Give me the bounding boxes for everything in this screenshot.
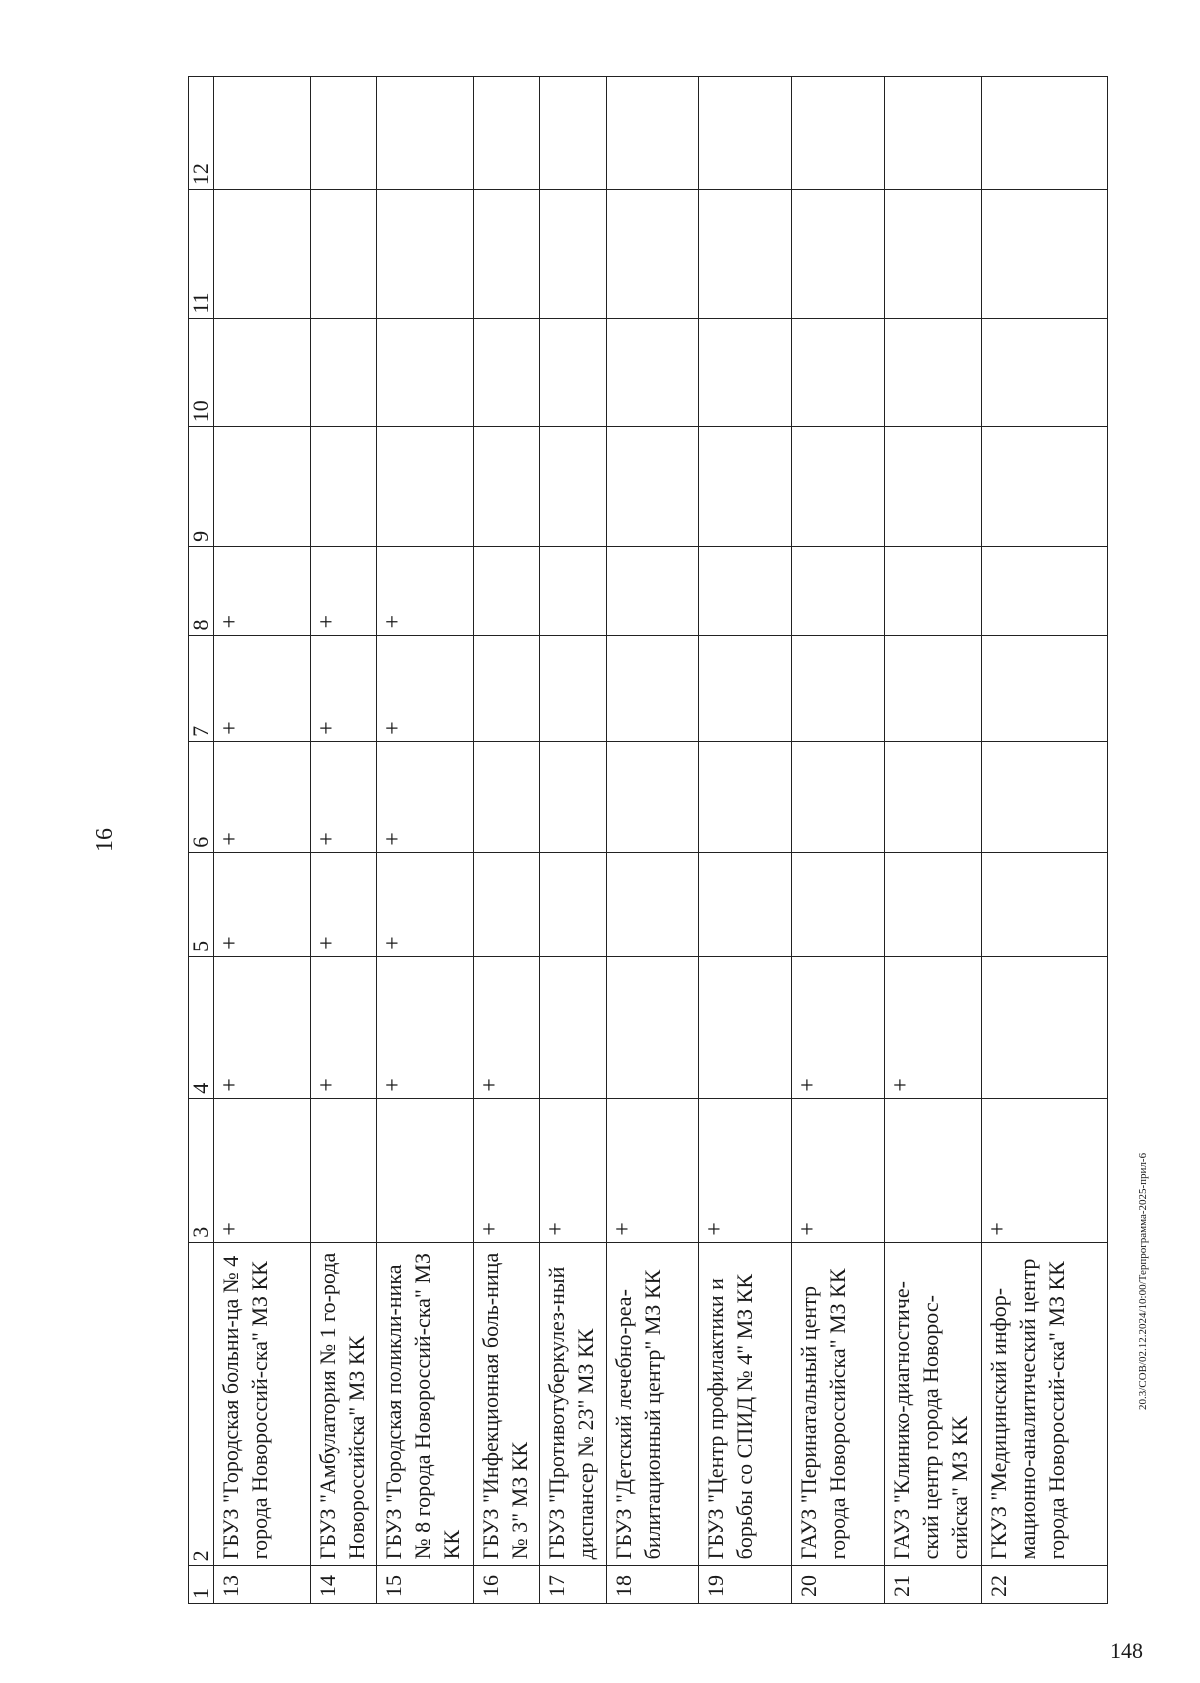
mark-cell-col-10 <box>474 318 540 427</box>
column-header-9: 9 <box>189 427 214 547</box>
mark-cell-col-11 <box>214 190 311 319</box>
mark-cell-col-9 <box>884 427 981 547</box>
mark-cell-col-4 <box>606 956 699 1098</box>
mark-cell-col-10 <box>310 318 376 427</box>
mark-cell-col-9 <box>310 427 376 547</box>
column-header-11: 11 <box>189 190 214 319</box>
column-header-6: 6 <box>189 741 214 852</box>
mark-cell-col-12 <box>310 77 376 190</box>
institution-name: ГАУЗ "Перинатальный центр города Новороссийска" МЗ КК <box>792 1242 885 1566</box>
mark-cell-col-7: + <box>214 635 311 741</box>
row-number: 19 <box>699 1566 792 1604</box>
mark-cell-col-6: + <box>310 741 376 852</box>
institution-name: ГБУЗ "Городская поликли-ника № 8 города Новороссий-ска" МЗ КК <box>377 1242 474 1566</box>
mark-cell-col-8 <box>884 546 981 635</box>
mark-cell-col-12 <box>214 77 311 190</box>
mark-cell-col-8 <box>699 546 792 635</box>
institution-name: ГБУЗ "Амбулатория № 1 го-рода Новороссийска" МЗ КК <box>310 1242 376 1566</box>
column-header-10: 10 <box>189 318 214 427</box>
mark-cell-col-7 <box>884 635 981 741</box>
mark-cell-col-11 <box>981 190 1107 319</box>
column-header-3: 3 <box>189 1098 214 1242</box>
mark-cell-col-5 <box>606 852 699 956</box>
page-number-bottom: 148 <box>1110 1638 1143 1663</box>
institution-name: ГБУЗ "Детский лечебно-реа-билитационный центр" МЗ КК <box>606 1242 699 1566</box>
mark-cell-col-12 <box>981 77 1107 190</box>
mark-cell-col-12 <box>884 77 981 190</box>
mark-cell-col-12 <box>699 77 792 190</box>
column-header-8: 8 <box>189 546 214 635</box>
mark-cell-col-7: + <box>310 635 376 741</box>
mark-cell-col-3: + <box>699 1098 792 1242</box>
mark-cell-col-8: + <box>377 546 474 635</box>
mark-cell-col-7 <box>474 635 540 741</box>
mark-cell-col-3: + <box>606 1098 699 1242</box>
mark-cell-col-3 <box>310 1098 376 1242</box>
table-row <box>981 77 1107 1604</box>
mark-cell-col-9 <box>699 427 792 547</box>
mark-cell-col-3 <box>884 1098 981 1242</box>
table-row <box>540 77 606 1604</box>
mark-cell-col-8: + <box>310 546 376 635</box>
mark-cell-col-9 <box>606 427 699 547</box>
mark-cell-col-9 <box>540 427 606 547</box>
table-row <box>214 77 311 1604</box>
mark-cell-col-4 <box>981 956 1107 1098</box>
mark-cell-col-7 <box>540 635 606 741</box>
mark-cell-col-8 <box>540 546 606 635</box>
mark-cell-col-8 <box>981 546 1107 635</box>
mark-cell-col-4: + <box>377 956 474 1098</box>
page-number-top: 16 <box>92 828 118 852</box>
mark-cell-col-6 <box>981 741 1107 852</box>
mark-cell-col-3: + <box>214 1098 311 1242</box>
mark-cell-col-11 <box>310 190 376 319</box>
mark-cell-col-5 <box>792 852 885 956</box>
document-id-text: 20.3/СОВ/02.12.2024/10:00/Терпрограмма-2025-прил-6 <box>1137 1152 1149 1410</box>
row-number: 18 <box>606 1566 699 1604</box>
mark-cell-col-4: + <box>884 956 981 1098</box>
row-number: 14 <box>310 1566 376 1604</box>
table-row <box>606 77 699 1604</box>
row-number: 21 <box>884 1566 981 1604</box>
mark-cell-col-5 <box>540 852 606 956</box>
table-row <box>377 77 474 1604</box>
mark-cell-col-8 <box>792 546 885 635</box>
mark-cell-col-3 <box>377 1098 474 1242</box>
mark-cell-col-6 <box>699 741 792 852</box>
table-row <box>884 77 981 1604</box>
table-row <box>792 77 885 1604</box>
row-number: 20 <box>792 1566 885 1604</box>
institution-name: ГБУЗ "Противотуберкулез-ный диспансер № 23" МЗ КК <box>540 1242 606 1566</box>
mark-cell-col-6 <box>540 741 606 852</box>
rotated-table-frame <box>188 76 1108 1604</box>
mark-cell-col-4 <box>699 956 792 1098</box>
mark-cell-col-10 <box>214 318 311 427</box>
mark-cell-col-9 <box>981 427 1107 547</box>
mark-cell-col-10 <box>792 318 885 427</box>
mark-cell-col-11 <box>474 190 540 319</box>
mark-cell-col-6 <box>474 741 540 852</box>
column-header-2: 2 <box>189 1242 214 1566</box>
table-row <box>474 77 540 1604</box>
mark-cell-col-11 <box>699 190 792 319</box>
mark-cell-col-7: + <box>377 635 474 741</box>
mark-cell-col-9 <box>214 427 311 547</box>
mark-cell-col-3: + <box>540 1098 606 1242</box>
mark-cell-col-12 <box>792 77 885 190</box>
mark-cell-col-6: + <box>377 741 474 852</box>
row-number: 22 <box>981 1566 1107 1604</box>
mark-cell-col-5: + <box>377 852 474 956</box>
mark-cell-col-7 <box>606 635 699 741</box>
mark-cell-col-4: + <box>792 956 885 1098</box>
institution-name: ГКУЗ "Медицинский инфор-мационно-аналитический центр города Новороссий-ска" МЗ КК <box>981 1242 1107 1566</box>
column-header-4: 4 <box>189 956 214 1098</box>
mark-cell-col-4: + <box>214 956 311 1098</box>
column-header-12: 12 <box>189 77 214 190</box>
mark-cell-col-5 <box>699 852 792 956</box>
mark-cell-col-11 <box>792 190 885 319</box>
mark-cell-col-12 <box>540 77 606 190</box>
mark-cell-col-10 <box>540 318 606 427</box>
mark-cell-col-4 <box>540 956 606 1098</box>
mark-cell-col-6 <box>606 741 699 852</box>
mark-cell-col-12 <box>606 77 699 190</box>
column-header-5: 5 <box>189 852 214 956</box>
mark-cell-col-6: + <box>214 741 311 852</box>
mark-cell-col-3: + <box>792 1098 885 1242</box>
mark-cell-col-5 <box>981 852 1107 956</box>
mark-cell-col-12 <box>474 77 540 190</box>
row-number: 15 <box>377 1566 474 1604</box>
table-row <box>310 77 376 1604</box>
row-number: 13 <box>214 1566 311 1604</box>
mark-cell-col-9 <box>792 427 885 547</box>
mark-cell-col-10 <box>606 318 699 427</box>
mark-cell-col-5 <box>884 852 981 956</box>
mark-cell-col-5 <box>474 852 540 956</box>
mark-cell-col-10 <box>377 318 474 427</box>
mark-cell-col-3: + <box>474 1098 540 1242</box>
column-header-7: 7 <box>189 635 214 741</box>
institution-name: ГАУЗ "Клинико-диагностиче-ский центр города Новорос-сийска" МЗ КК <box>884 1242 981 1566</box>
mark-cell-col-6 <box>884 741 981 852</box>
institution-name: ГБУЗ "Инфекционная боль-ница № 3" МЗ КК <box>474 1242 540 1566</box>
row-number: 17 <box>540 1566 606 1604</box>
mark-cell-col-9 <box>377 427 474 547</box>
mark-cell-col-3: + <box>981 1098 1107 1242</box>
mark-cell-col-7 <box>792 635 885 741</box>
mark-cell-col-11 <box>884 190 981 319</box>
mark-cell-col-5: + <box>310 852 376 956</box>
institution-name: ГБУЗ "Центр профилактики и борьбы со СПИД № 4" МЗ КК <box>699 1242 792 1566</box>
mark-cell-col-6 <box>792 741 885 852</box>
mark-cell-col-5: + <box>214 852 311 956</box>
mark-cell-col-10 <box>699 318 792 427</box>
mark-cell-col-8 <box>606 546 699 635</box>
mark-cell-col-4: + <box>474 956 540 1098</box>
institution-name: ГБУЗ "Городская больни-ца № 4 города Новороссий-ска" МЗ КК <box>214 1242 311 1566</box>
header-row <box>189 77 214 1604</box>
table-body <box>214 77 1108 1604</box>
mark-cell-col-7 <box>981 635 1107 741</box>
mark-cell-col-4: + <box>310 956 376 1098</box>
row-number: 16 <box>474 1566 540 1604</box>
mark-cell-col-10 <box>981 318 1107 427</box>
mark-cell-col-11 <box>377 190 474 319</box>
mark-cell-col-7 <box>699 635 792 741</box>
mark-cell-col-9 <box>474 427 540 547</box>
mark-cell-col-8: + <box>214 546 311 635</box>
mark-cell-col-12 <box>377 77 474 190</box>
mark-cell-col-10 <box>884 318 981 427</box>
table-row <box>699 77 792 1604</box>
mark-cell-col-11 <box>540 190 606 319</box>
mark-cell-col-8 <box>474 546 540 635</box>
column-header-1: 1 <box>189 1566 214 1604</box>
mark-cell-col-11 <box>606 190 699 319</box>
data-table <box>188 76 1108 1604</box>
